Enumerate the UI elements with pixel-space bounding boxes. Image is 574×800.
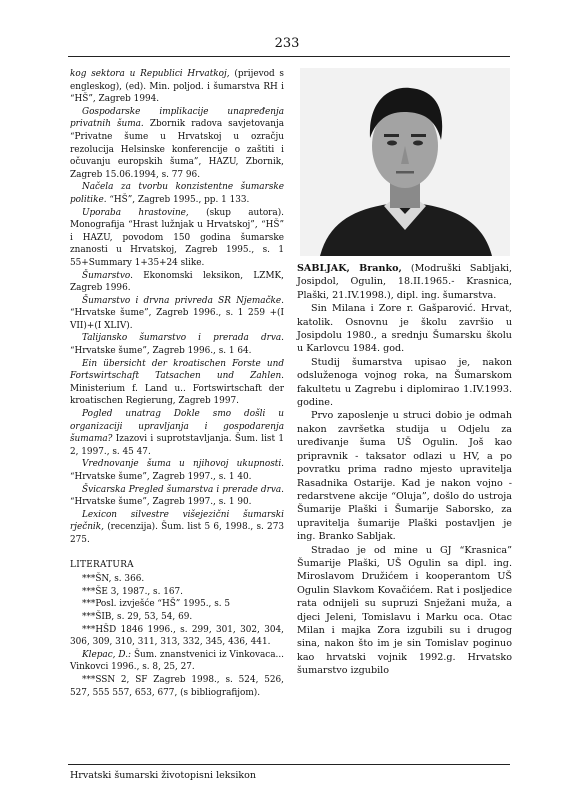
work-details: “Hrvatske šume”, Zagreb 1996., s. 1 64. — [70, 346, 252, 357]
work-title: Lexicon silvestre višejezični šumarski rječnik, — [70, 509, 284, 533]
biography-heading — [297, 262, 512, 302]
work-entry — [70, 332, 284, 357]
work-entry — [70, 358, 284, 408]
literature-entry — [70, 586, 284, 599]
works-list — [70, 68, 284, 547]
person-dates: (Modruški Sabljaki, Josipdol, Ogulin, 18.II.1965.- Krasnica, Plaški, 21.IV.1998.), dipl. ing. šumarstva. — [297, 263, 513, 301]
literature-entry — [70, 611, 284, 624]
work-details: (skup autora). Monografija “Hrast lužnjak u Hrvatskoj”, “HŠ” i HAZU, povodom 150 godina šumarske znanosti u Hrvatskoj, Zagreb 1995., s. 1 55+Summary 1+35+24 slike. — [70, 207, 284, 268]
work-details: (recenzija). Šum. list 5 6, 1998., s. 273 275. — [70, 522, 284, 545]
literature-text: ***ŠE 3, 1987., s. 167. — [82, 586, 183, 597]
biography-paragraph: Prvo zaposlenje u struci dobio je odmah nakon završetka studija u Odjelu za uređivanje šuma UŠ Ogulin. Još kao pripravnik - taksator odlazi u HV, a po povratku prima radno mjesto upravitelja Rasadnika Ostarije. Kad je nakon vojno - redarstvene akcije “Oluja”, došlo do ustroja Šumarije Plaški i Šumarije Saborsko, za upravitelja šumarije Plaški postavljen je ing. Branko Sabljak. — [297, 410, 512, 543]
work-entry — [70, 509, 284, 547]
work-title: Vrednovanje šuma u njihovoj ukupnosti. — [82, 459, 284, 470]
literature-entry — [70, 674, 284, 699]
literature-text: ***ŠN, s. 366. — [82, 574, 145, 585]
work-details: “Hrvatske šume”, Zagreb 1997., s. 1 90. — [70, 497, 252, 508]
work-details: (prijevod s engleskog), (ed). Min. poljod. i šumarstva RH i “HŠ”, Zagreb 1994. — [70, 69, 284, 105]
work-details: “HŠ”, Zagreb 1995., pp. 1 133. — [106, 194, 250, 205]
work-entry — [70, 408, 284, 458]
footer-text: Hrvatski šumarski životopisni leksikon — [70, 770, 257, 781]
literature-author: Klepac, D.: — [82, 649, 132, 660]
work-details: Ekonomski leksikon, LZMK, Zagreb 1996. — [70, 270, 284, 294]
works-column — [70, 68, 284, 699]
work-title: Pogled unatrag Dokle smo došli u organizaciji upravljanja i gospodarenja šumama? — [70, 409, 284, 445]
biography-text — [297, 262, 512, 678]
work-title: Švicarska Pregled šumarstva i prerade drva. — [82, 484, 284, 495]
work-title: Uporaba hrastovine, — [82, 207, 189, 218]
header-rule — [68, 56, 510, 57]
biography-paragraph: Studij šumarstva upisao je, nakon odsluženoga vojnog roka, na Šumarskom fakultetu u Zagrebu i diplomirao 1.IV.1993. godine. — [297, 356, 512, 409]
literature-list — [70, 573, 284, 699]
work-title: Šumarstvo i drvna privreda SR Njemačke. — [82, 295, 284, 306]
literature-entry — [70, 624, 284, 649]
work-entry — [70, 181, 284, 206]
work-details: Ministerium f. Land u.. Fortswirtschaft der kroatischen Regierung, Zagreb 1997. — [70, 383, 284, 407]
footer-rule — [68, 764, 510, 765]
work-entry — [70, 270, 284, 295]
work-details: Zbornik radova savjetovanja “Privatne šume u Hrvatskoj u ozračju rezolucija Helsinske konferencije o zaštiti i očuvanju europskih šuma”, HAZU, Zbornik, Zagreb 15.06.1994, s. 77 96. — [70, 119, 284, 180]
work-details: “Hrvatske šume”, Zagreb 1996., s. 1 259 +(I VII)+(I XLIV). — [70, 308, 284, 331]
literature-text: ***SSN 2, SF Zagreb 1998., s. 524, 526, 527, 555 557, 653, 677, (s bibliografijom). — [70, 674, 284, 698]
work-title: Šumarstvo. — [82, 270, 133, 281]
literature-entry — [70, 649, 284, 674]
biography-paragraph: Stradao je od mine u GJ “Krasnica” Šumarije Plaški, UŠ Ogulin sa dipl. ing. Miroslavom Družićem i kooperantom UŠ Ogulin Slavkom Kovačićem. Rat i posljedice rata odnijeli su supruzi Snježani muža, a djeci Jeleni, Tomislavu i Marku oca. Otac Milan i majka Zora izgubili su i drugog sina, nakon što im je sin Tomislav poginuo kao hrvatski vojnik 1992.g. Hrvatsko šumarstvo izgubilo — [297, 544, 512, 677]
biography-paragraphs — [297, 302, 512, 677]
literature-text: Šum. znanstvenici iz Vinkovaca... Vinkovci 1996., s. 8, 25, 27. — [70, 649, 284, 673]
work-details: Izazovi i suprotstavljanja. Šum. list 1 2, 1997., s. 45 47. — [70, 434, 284, 457]
portrait-image — [300, 68, 510, 256]
work-title: Načela za tvorbu konzistentne šumarske politike. — [70, 182, 284, 205]
literature-text: ***ŠIB, s. 29, 53, 54, 69. — [82, 611, 193, 622]
literature-text: ***HŠD 1846 1996., s. 299, 301, 302, 304, 306, 309, 310, 311, 313, 332, 345, 436, 441. — [70, 624, 284, 648]
portrait-photo — [300, 68, 510, 256]
work-entry — [70, 295, 284, 333]
biography-paragraph: Sin Milana i Zore r. Gašparović. Hrvat, katolik. Osnovnu je školu završio u Josipdolu 1980., a srednju Šumarsku školu u Karlovcu 1984. god. — [297, 303, 512, 355]
page-number: 233 — [274, 36, 300, 51]
literature-text: ***Posl. izvješće “HŠ” 1995., s. 5 — [82, 599, 231, 610]
literature-heading: LITERATURA — [70, 559, 134, 570]
work-entry — [70, 68, 284, 106]
work-entry — [70, 458, 284, 483]
person-name: SABLJAK, Branko, — [297, 263, 402, 274]
work-entry — [70, 106, 284, 182]
work-entry — [70, 484, 284, 509]
work-title: kog sektora u Republici Hrvatkoj, — [70, 69, 230, 79]
literature-entry — [70, 598, 284, 611]
work-details: “Hrvatske šume”, Zagreb 1997., s. 1 40. — [70, 472, 252, 482]
literature-entry — [70, 573, 284, 586]
work-title: Talijansko šumarstvo i prerada drva. — [82, 333, 284, 344]
work-entry — [70, 207, 284, 270]
work-title: Gospodarske implikacije unapređenja privatnih šuma. — [70, 106, 284, 130]
work-title: Ein übersicht der kroatischen Forste und Fortswirtschaft Tatsachen und Zahlen. — [70, 358, 284, 382]
